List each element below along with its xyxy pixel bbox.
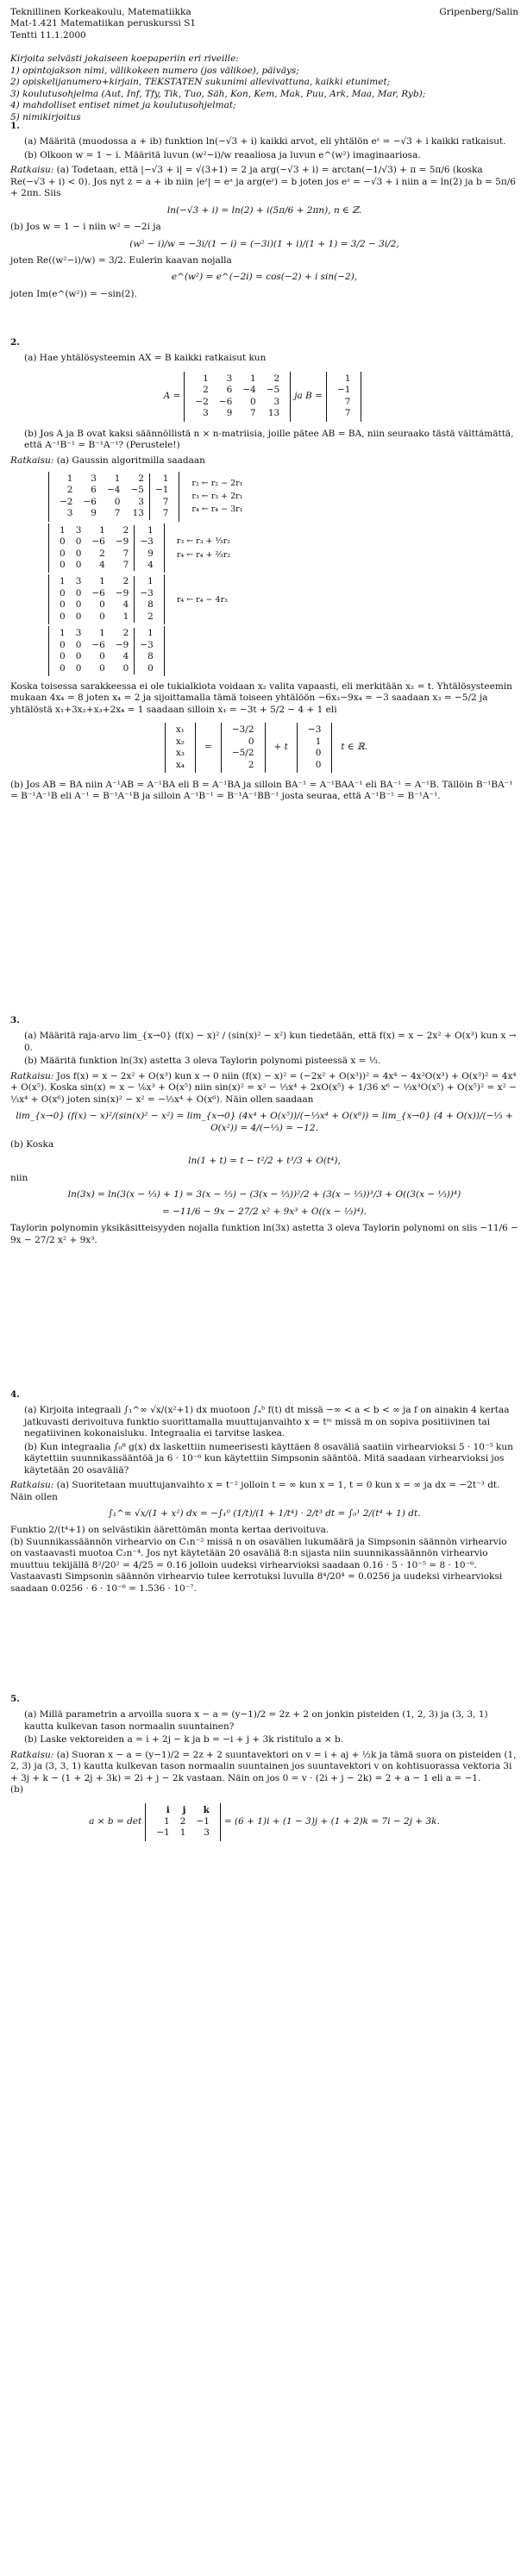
matrix-cell: −1 (336, 385, 351, 396)
vector-cell: 0 (315, 759, 322, 770)
solution-text: Taylorin polynomin yksikäsitteisyyden nojalla funktion ln(3x) astetta 3 oleva Taylorin polynomi on siis −11/6 − 9x − 27/2 x² + 9x³. (10, 1223, 518, 1245)
matrix-cell: 0 (75, 611, 82, 622)
matrix-cell: 0 (60, 651, 66, 662)
matrix-cell: 2 (122, 576, 129, 587)
vector-cell: x₃ (175, 748, 185, 759)
solution-text: (b) Jos AB = BA niin A⁻¹AB = A⁻¹BA eli B = A⁻¹BA ja silloin BA⁻¹ = A⁻¹BAA⁻¹ eli BA⁻¹ = A⁻¹B. Tällöin B⁻¹BA⁻¹ = B⁻¹A⁻¹B eli A⁻¹ = B⁻¹A⁻¹B ja silloin A⁻¹B⁻¹ = B⁻¹A⁻¹BB⁻¹ josta seuraa, että A⁻¹B⁻¹ = B⁻¹A⁻¹. (10, 780, 513, 802)
matrix-cell: 1 (135, 576, 159, 587)
row-operation: r₄ ← r₄ + ⅔r₂ (176, 549, 231, 560)
instruction-line: 2) opiskelijanumero+kirjain, TEKSTATEN sukunimi allevivattuna, kaikki etunimet; (10, 77, 391, 88)
solution (10, 455, 518, 467)
question-b: (b) Kun integraalia ∫₀⁸ g(x) dx laskettiin numeerisesti käyttäen 8 osaväliä saatiin virhearvioksi 5 · 10⁻⁵ kun käytettiin suunnikassääntöä ja 6 · 10⁻⁶ kun käytettiin Simpsonin sääntöä. Mitä saadaan virhearvioksi jos käytetään 20 osaväliä? (24, 1441, 513, 1476)
formula: ln(1 + t) = t − t²/2 + t³/3 + O(t⁴), (188, 1156, 341, 1167)
solution-text: (a) Suoran x − a = (y−1)/2 = 2z + 2 suuntavektori on v = i + aj + ½k ja tämä suora on pisteiden (1, 2, 3) ja (3, 3, 1) kautta kulkevan tason normaalin suuntainen jos suuntavektori v on kohtisuorassa vektoria 3i + 3j + k − (1 + 2j + 3k) = 2i + j − 2k vastaan. Näin on jos 0 = v · (2i + j − 2k) = 2 + a − 1 eli a = −1. (10, 1749, 517, 1783)
matrix-cell: 4 (135, 560, 159, 571)
vector-cell: −3/2 (231, 724, 254, 736)
problem-number: 4. (10, 1389, 20, 1400)
matrix-cell: −4 (106, 485, 121, 496)
matrix-cell: −6 (218, 396, 233, 407)
matrix-cell: −9 (115, 639, 129, 650)
solution (10, 1480, 518, 1503)
vector-direction (297, 723, 332, 773)
augmented-matrix (48, 523, 165, 573)
matrix-cell: −3 (135, 640, 159, 651)
matrix-cell: 2 (179, 1815, 186, 1827)
matrix-cell: 0 (114, 496, 121, 507)
matrix-cell: 7 (149, 508, 173, 519)
matrix-cell: 6 (226, 385, 233, 396)
vector-cell: 2 (248, 759, 254, 770)
cross-product-label: a × b = det (89, 1815, 142, 1827)
solution-text: joten Re((w²−i)/w) = 3/2. Eulerin kaavan nojalla (10, 254, 232, 266)
matrix-cell: 0 (75, 599, 82, 611)
matrix-cell: −6 (91, 639, 105, 650)
matrix-cell: −4 (242, 385, 256, 396)
question-b: (b) Määritä funktion ln(3x) astetta 3 oleva Taylorin polynomi pisteessä x = ⅓. (24, 1056, 381, 1067)
instruction-line: 5) nimikirjoitus (10, 111, 81, 122)
matrix-cell: 0 (60, 611, 66, 622)
formula: ∫₁^∞ √x/(1 + x²) dx = −∫₁⁰ (1/t)/(1 + 1/t⁴) · 2/t³ dt = ∫₀¹ 2/(t⁴ + 1) dt. (108, 1507, 421, 1519)
matrix-cell: 0 (99, 651, 105, 662)
formula: lim_{x→0} (f(x) − x)²/(sin(x)² − x²) = lim_{x→0} (4x⁴ + O(x⁵))/(−⅓x⁴ + O(x⁶)) = lim_{x→0} (4 + O(x))/(−⅓ + O(x²)) = 4/(−⅓) = −12. (16, 1111, 513, 1133)
matrix-cell: 0 (60, 599, 66, 611)
vector-cell: x₂ (175, 736, 185, 747)
matrix-cell: 1 (60, 628, 66, 639)
matrix-cell: 3 (75, 576, 82, 587)
solution-label: Ratkaisu: (10, 1749, 54, 1760)
formula: ln(3x) = ln(3(x − ⅓) + 1) = 3(x − ⅓) − (3(x − ⅓))²/2 + (3(x − ⅓))³/3 + O((3(x − ⅓))⁴) (67, 1189, 461, 1200)
row-operation: r₂ ← r₂ − 2r₁ (191, 479, 243, 489)
matrix-cell: 13 (267, 408, 280, 419)
course-line: Mat-1.421 Matematiikan peruskurssi S1 (10, 18, 197, 29)
matrix-cell: 2 (138, 473, 144, 484)
vector-cell: 1 (315, 736, 322, 747)
matrix-cell: −1 (156, 1827, 170, 1839)
instruction-line: 4) mahdolliset entiset nimet ja koulutusohjelmat; (10, 100, 236, 111)
matrix-cell: 0 (99, 662, 105, 674)
question-a: (a) Millä parametrin a arvoilla suora x − a = (y−1)/2 = 2z + 2 on jonkin pisteiden (1, 2, 3) ja (3, 3, 1) kautta kulkevan tason normaalin suuntainen? (24, 1709, 488, 1732)
matrix-cell: −1 (149, 485, 173, 496)
vector-cell: x₁ (175, 724, 185, 736)
instruction-line: 3) koulutusohjelma (Aut, Inf, Tfy, Tik, Tuo, Säh, Kon, Kem, Mak, Puu, Ark, Maa, Mar, Ryb); (10, 88, 426, 99)
matrix-cell: 1 (60, 524, 66, 536)
matrix-cell: 3 (204, 1827, 210, 1839)
matrix-cell: 1 (60, 576, 66, 587)
vector-cell: 0 (315, 748, 322, 759)
instruction-line: Kirjoita selvästi jokaiseen koepaperiin eri riveille: (10, 53, 239, 65)
problem-2 (10, 337, 518, 803)
solution-text: joten Im(e^(w²)) = −sin(2). (10, 288, 137, 299)
matrix-cell: 6 (91, 485, 97, 496)
question-a: (a) Hae yhtälösysteemin AX = B kaikki ratkaisut kun (24, 353, 267, 364)
matrix-cell: 0 (60, 587, 66, 599)
question-a: (a) Määritä (muodossa a + ib) funktion ln(−√3 + i) kaikki arvot, eli yhtälön eᶻ = −√3 + i kaikki ratkaisut. (24, 136, 506, 147)
matrix-cell: 0 (135, 663, 159, 674)
matrix-cell: 0 (75, 639, 82, 650)
problem-5 (10, 1694, 518, 1848)
matrix-cell: −5 (266, 385, 280, 396)
matrix-cell: 2 (122, 524, 129, 536)
matrix-cell: 1 (99, 524, 105, 536)
matrix-cell: 1 (179, 1827, 186, 1839)
vector-cell: −5/2 (231, 748, 254, 759)
matrix-cell: 3 (273, 396, 280, 407)
matrix-cell: 0 (250, 396, 256, 407)
solution-text: (b) (10, 1784, 23, 1796)
matrix-cell: 0 (60, 536, 66, 548)
vector-cell: −3 (307, 724, 322, 736)
matrix-cell: 2 (66, 485, 73, 496)
matrix-cell: 1 (99, 628, 105, 639)
cross-product (10, 1803, 518, 1841)
gauss-step-2 (45, 523, 518, 573)
matrix-cell: 4 (122, 651, 129, 662)
problem-4 (10, 1389, 518, 1595)
gauss-elimination (10, 472, 518, 676)
problem-1 (10, 121, 518, 300)
matrix-cell: 9 (135, 548, 159, 560)
matrix-cell: 0 (75, 560, 82, 570)
matrix-cell: 3 (91, 473, 97, 484)
matrix-cell: 7 (122, 548, 129, 559)
matrix-cell: 1 (149, 473, 173, 485)
solution-text: Funktio 2/(t⁴+1) on selvästikin äärettömän monta kertaa derivoituva. (10, 1525, 329, 1536)
cross-product-result: = (6 + 1)i + (1 − 3)j + (1 + 2)k = 7i − 2j + 3k. (223, 1815, 440, 1827)
matrix-cell: 8 (135, 599, 159, 611)
vector-x (165, 723, 196, 773)
gauss-step-1 (45, 472, 518, 522)
matrix-cell: 3 (203, 408, 209, 419)
matrix-cell: 3 (75, 628, 82, 639)
problem-number: 1. (10, 121, 20, 131)
matrix-cell: 7 (122, 560, 129, 570)
parameter-domain: t ∈ ℝ. (341, 742, 368, 753)
matrix-cell: 0 (99, 611, 105, 622)
vector-cell: x₄ (175, 759, 185, 770)
problem-number: 2. (10, 337, 20, 348)
formula: ln(−√3 + i) = ln(2) + i(5π/6 + 2πn), n ∈ ℤ. (166, 204, 362, 216)
solution-text: niin (10, 1172, 28, 1183)
matrix-a-label: A = (163, 391, 181, 402)
matrix-a (184, 372, 291, 422)
solution-label: Ratkaisu: (10, 165, 54, 176)
problem-number: 3. (10, 1015, 20, 1025)
matrix-cell: 4 (122, 599, 129, 611)
solution-text: Koska toisessa sarakkeessa ei ole tukialkiota voidaan x₂ valita vapaasti, eli merkitään x₂ = t. Yhtälösysteemin mukaan 4x₄ = 8 joten x₄ = 2 ja sijoittamalla tämä toiseen yhtälöön −6x₃−9x₄ = −3 saadaan x₃ = −5/2 ja yhtälöstä x₁+3x₂+x₃+2x₄ = 1 saadaan silloin x₁ = −3t + 5/2 − 4 + 1 eli (10, 680, 512, 715)
instructions (10, 53, 518, 123)
row-operation: r₄ ← r₄ − 4r₃ (176, 594, 228, 605)
vector-cell: 0 (248, 736, 254, 747)
matrix-cell: −3 (135, 588, 159, 599)
matrix-cell: −9 (115, 536, 129, 548)
vector-constant (221, 723, 266, 773)
matrix-cell: 2 (135, 611, 159, 623)
matrix-cell: 1 (135, 628, 159, 639)
matrix-cell: 1 (135, 525, 159, 536)
matrix-b (326, 372, 361, 422)
matrix-cell: −1 (196, 1815, 210, 1827)
matrix-b-label: ja B = (294, 391, 323, 402)
matrix-cell: 1 (250, 373, 256, 384)
solution-label: Ratkaisu: (10, 1070, 54, 1081)
problem-number: 5. (10, 1694, 20, 1704)
matrix-cell: 1 (344, 373, 351, 384)
matrix-cell: 0 (75, 536, 82, 548)
matrix-cell: 7 (344, 396, 351, 407)
gauss-step-4 (45, 626, 518, 676)
matrix-cell: 1 (203, 373, 209, 384)
matrix-cell: 0 (122, 662, 129, 674)
matrix-cell: 1 (114, 473, 121, 484)
solution-text: (b) Koska (10, 1138, 54, 1150)
matrix-cell: −6 (91, 587, 105, 599)
matrix-cell: 0 (60, 548, 66, 559)
matrix-cell: 13 (132, 508, 144, 519)
t-multiplier: + t (273, 742, 288, 753)
header-row (10, 7, 518, 18)
matrix-cell: 2 (99, 548, 105, 559)
institution: Teknillinen Korkeakoulu, Matematiikka (10, 7, 191, 17)
row-operations (168, 535, 230, 561)
matrix-cell: k (203, 1804, 210, 1815)
row-operation: r₃ ← r₃ + 2r₁ (191, 492, 243, 502)
question-a: (a) Kirjoita integraali ∫₁^∞ √x/(x²+1) dx muotoon ∫ₐᵇ f(t) dt missä −∞ < a < b < ∞ ja f on ainakin 4 kertaa jatkuvasti derivoituva funktio suorittamalla muuttujanvaihto x = tᵐ missä m on sopiva positiivinen tai negatiivinen kokonaisluku. Integraalia ei tarvitse laskea. (24, 1405, 510, 1439)
solution-text: (a) Todetaan, että |−√3 + i| = √(3+1) = 2 ja arg(−√3 + i) = arctan(−1/√3) + π = 5π/6 (koska Re(−√3 + i) < 0). Jos nyt z = a + ib niin |eᶻ| = eᵃ ja arg(eᶻ) = b joten jos eᶻ = −√3 + i niin a = ln(2) ja b = 5π/6 + 2πn. Siis (10, 165, 516, 199)
formula: (w² − i)/w = −3i/(1 − i) = (−3i)(1 + i)/(1 + 1) = 3/2 − 3i/2, (129, 238, 399, 249)
matrix-cell: 1 (164, 1815, 170, 1827)
question-a: (a) Määritä raja-arvo lim_{x→0} (f(x) − x)² / (sin(x)² − x²) kun tiedetään, että f(x) = x − 2x² + O(x³) kun x → 0. (24, 1031, 517, 1053)
matrix-cell: 2 (203, 385, 209, 396)
matrix-cell: 3 (75, 524, 82, 536)
matrix-cell: 7 (250, 408, 256, 419)
augmented-matrix (48, 574, 165, 624)
authors: Gripenberg/Salin (439, 7, 518, 17)
formula: e^(w²) = e^(−2i) = cos(−2) + i sin(−2), (171, 272, 358, 283)
augmented-matrix (48, 472, 179, 522)
matrix-cell: 9 (91, 508, 97, 519)
matrix-cell: 3 (138, 496, 144, 507)
matrix-cell: 2 (122, 628, 129, 639)
matrix-cell: 7 (114, 508, 121, 519)
matrix-cell: −3 (135, 536, 159, 548)
solution-text: (a) Gaussin algoritmilla saadaan (56, 454, 205, 466)
row-operation: r₃ ← r₃ + ⅓r₂ (176, 536, 231, 547)
solution-text: (b) Suunnikassäännön virhearvio on C₁n⁻² missä n on osavälien lukumäärä ja Simpsonin säännön virhearvio on vastaavasti muotoa C₂n⁻⁴. Jos nyt käytetään 20 osaväliä 8:n sijasta niin suunnikassäännön virhearvio muuttuu tekijällä 8²/20² = 4/25 = 0.16 jolloin uudeksi virhearvioksi saadaan 0.16 · 5 · 10⁻⁵ = 8 · 10⁻⁶. Vastaavasti Simpsonin säännön virhearvio tulee kerrotuksi luvulla 8⁴/20⁴ = 0.0256 ja uudeksi virhearvioksi saadaan 0.0256 · 6 · 10⁻⁶ = 1.536 · 10⁻⁷. (10, 1536, 507, 1594)
exam-line: Tentti 11.1.2000 (10, 29, 86, 41)
matrix-cell: 0 (60, 560, 66, 570)
solution-label: Ratkaisu: (10, 454, 54, 466)
matrix-cell: 0 (60, 639, 66, 650)
matrix-cell: i (166, 1804, 170, 1815)
matrix-cell: 2 (273, 373, 280, 384)
matrix-cell: 1 (99, 576, 105, 587)
matrix-cell: 8 (135, 651, 159, 662)
matrix-cell: 1 (66, 473, 73, 484)
matrix-cell: 9 (226, 408, 233, 419)
matrix-cell: −2 (60, 496, 73, 507)
solution-vector (10, 723, 518, 773)
row-operation: r₄ ← r₄ − 3r₁ (191, 505, 243, 515)
matrix-cell: 0 (75, 651, 82, 662)
matrix-cell: 0 (75, 662, 82, 674)
system-matrices (10, 372, 518, 422)
matrix-cell: −2 (195, 396, 209, 407)
augmented-matrix (48, 626, 165, 676)
matrix-cell: 0 (99, 599, 105, 611)
matrix-cell: −9 (115, 587, 129, 599)
question-b: (b) Olkoon w = 1 − i. Määritä luvun (w²−i)/w reaaliosa ja luvun e^(w²) imaginaariosa. (24, 149, 421, 160)
row-operations (183, 477, 242, 517)
equals-sign: = (204, 742, 212, 753)
formula: = −11/6 − 9x − 27/2 x² + 9x³ + O((x − ⅓)⁴). (162, 1206, 367, 1217)
solution-text: (a) Suoritetaan muuttujanvaihto x = t⁻² jolloin t = ∞ kun x = 1, t = 0 kun x = ∞ ja dx = −2t⁻³ dt. Näin ollen (10, 1480, 500, 1502)
gauss-step-3 (45, 574, 518, 624)
row-operations (168, 593, 228, 606)
matrix-cell: 3 (226, 373, 233, 384)
matrix-cell: 4 (99, 560, 105, 570)
matrix-cell: 0 (75, 587, 82, 599)
matrix-cell: 7 (344, 408, 351, 419)
question-b: (b) Laske vektoreiden a = i + 2j − k ja b = −i + j + 3k ristitulo a × b. (24, 1734, 344, 1746)
matrix-cell: −6 (83, 496, 97, 507)
solution-label: Ratkaisu: (10, 1480, 54, 1491)
solution (10, 1071, 518, 1106)
matrix-cell: 7 (149, 497, 173, 508)
solution-text: (b) Jos w = 1 − i niin w² = −2i ja (10, 222, 161, 233)
question-b: (b) Jos A ja B ovat kaksi säännöllistä n × n-matriisia, joille pätee AB = BA, niin seuraako tästä välttämättä, että A⁻¹B⁻¹ = B⁻¹A⁻¹? (Perustele!) (24, 428, 514, 451)
problem-3 (10, 1015, 518, 1246)
matrix-cell: 0 (60, 662, 66, 674)
matrix-cell: 1 (122, 611, 129, 622)
determinant-matrix (145, 1803, 221, 1841)
matrix-cell: 3 (66, 508, 73, 519)
instruction-line: 1) opintojakson nimi, välikokeen numero (jos välikoe), päiväys; (10, 65, 299, 76)
solution (10, 1750, 518, 1784)
matrix-cell: −5 (130, 485, 144, 496)
solution-text: Jos f(x) = x − 2x² + O(x³) kun x → 0 niin (f(x) − x)² = (−2x² + O(x³))² = 4x⁴ − 4x²O(x³) + O(x³)² = 4x⁴ + O(x⁵). Koska sin(x) = x − ⅙x³ + O(x⁵) niin sin(x)² = x² − ⅓x⁴ + 2xO(x⁵) + 1/36 x⁶ − ⅓x³O(x⁵) + O(x⁵)² = x² − ⅓x⁴ + O(x⁶) joten sin(x)² − x² = −⅓x⁴ + O(x⁶). Näin ollen saadaan (10, 1070, 517, 1105)
matrix-cell: 0 (75, 548, 82, 559)
matrix-cell: j (182, 1804, 186, 1815)
solution (10, 165, 518, 199)
matrix-cell: −6 (91, 536, 105, 548)
